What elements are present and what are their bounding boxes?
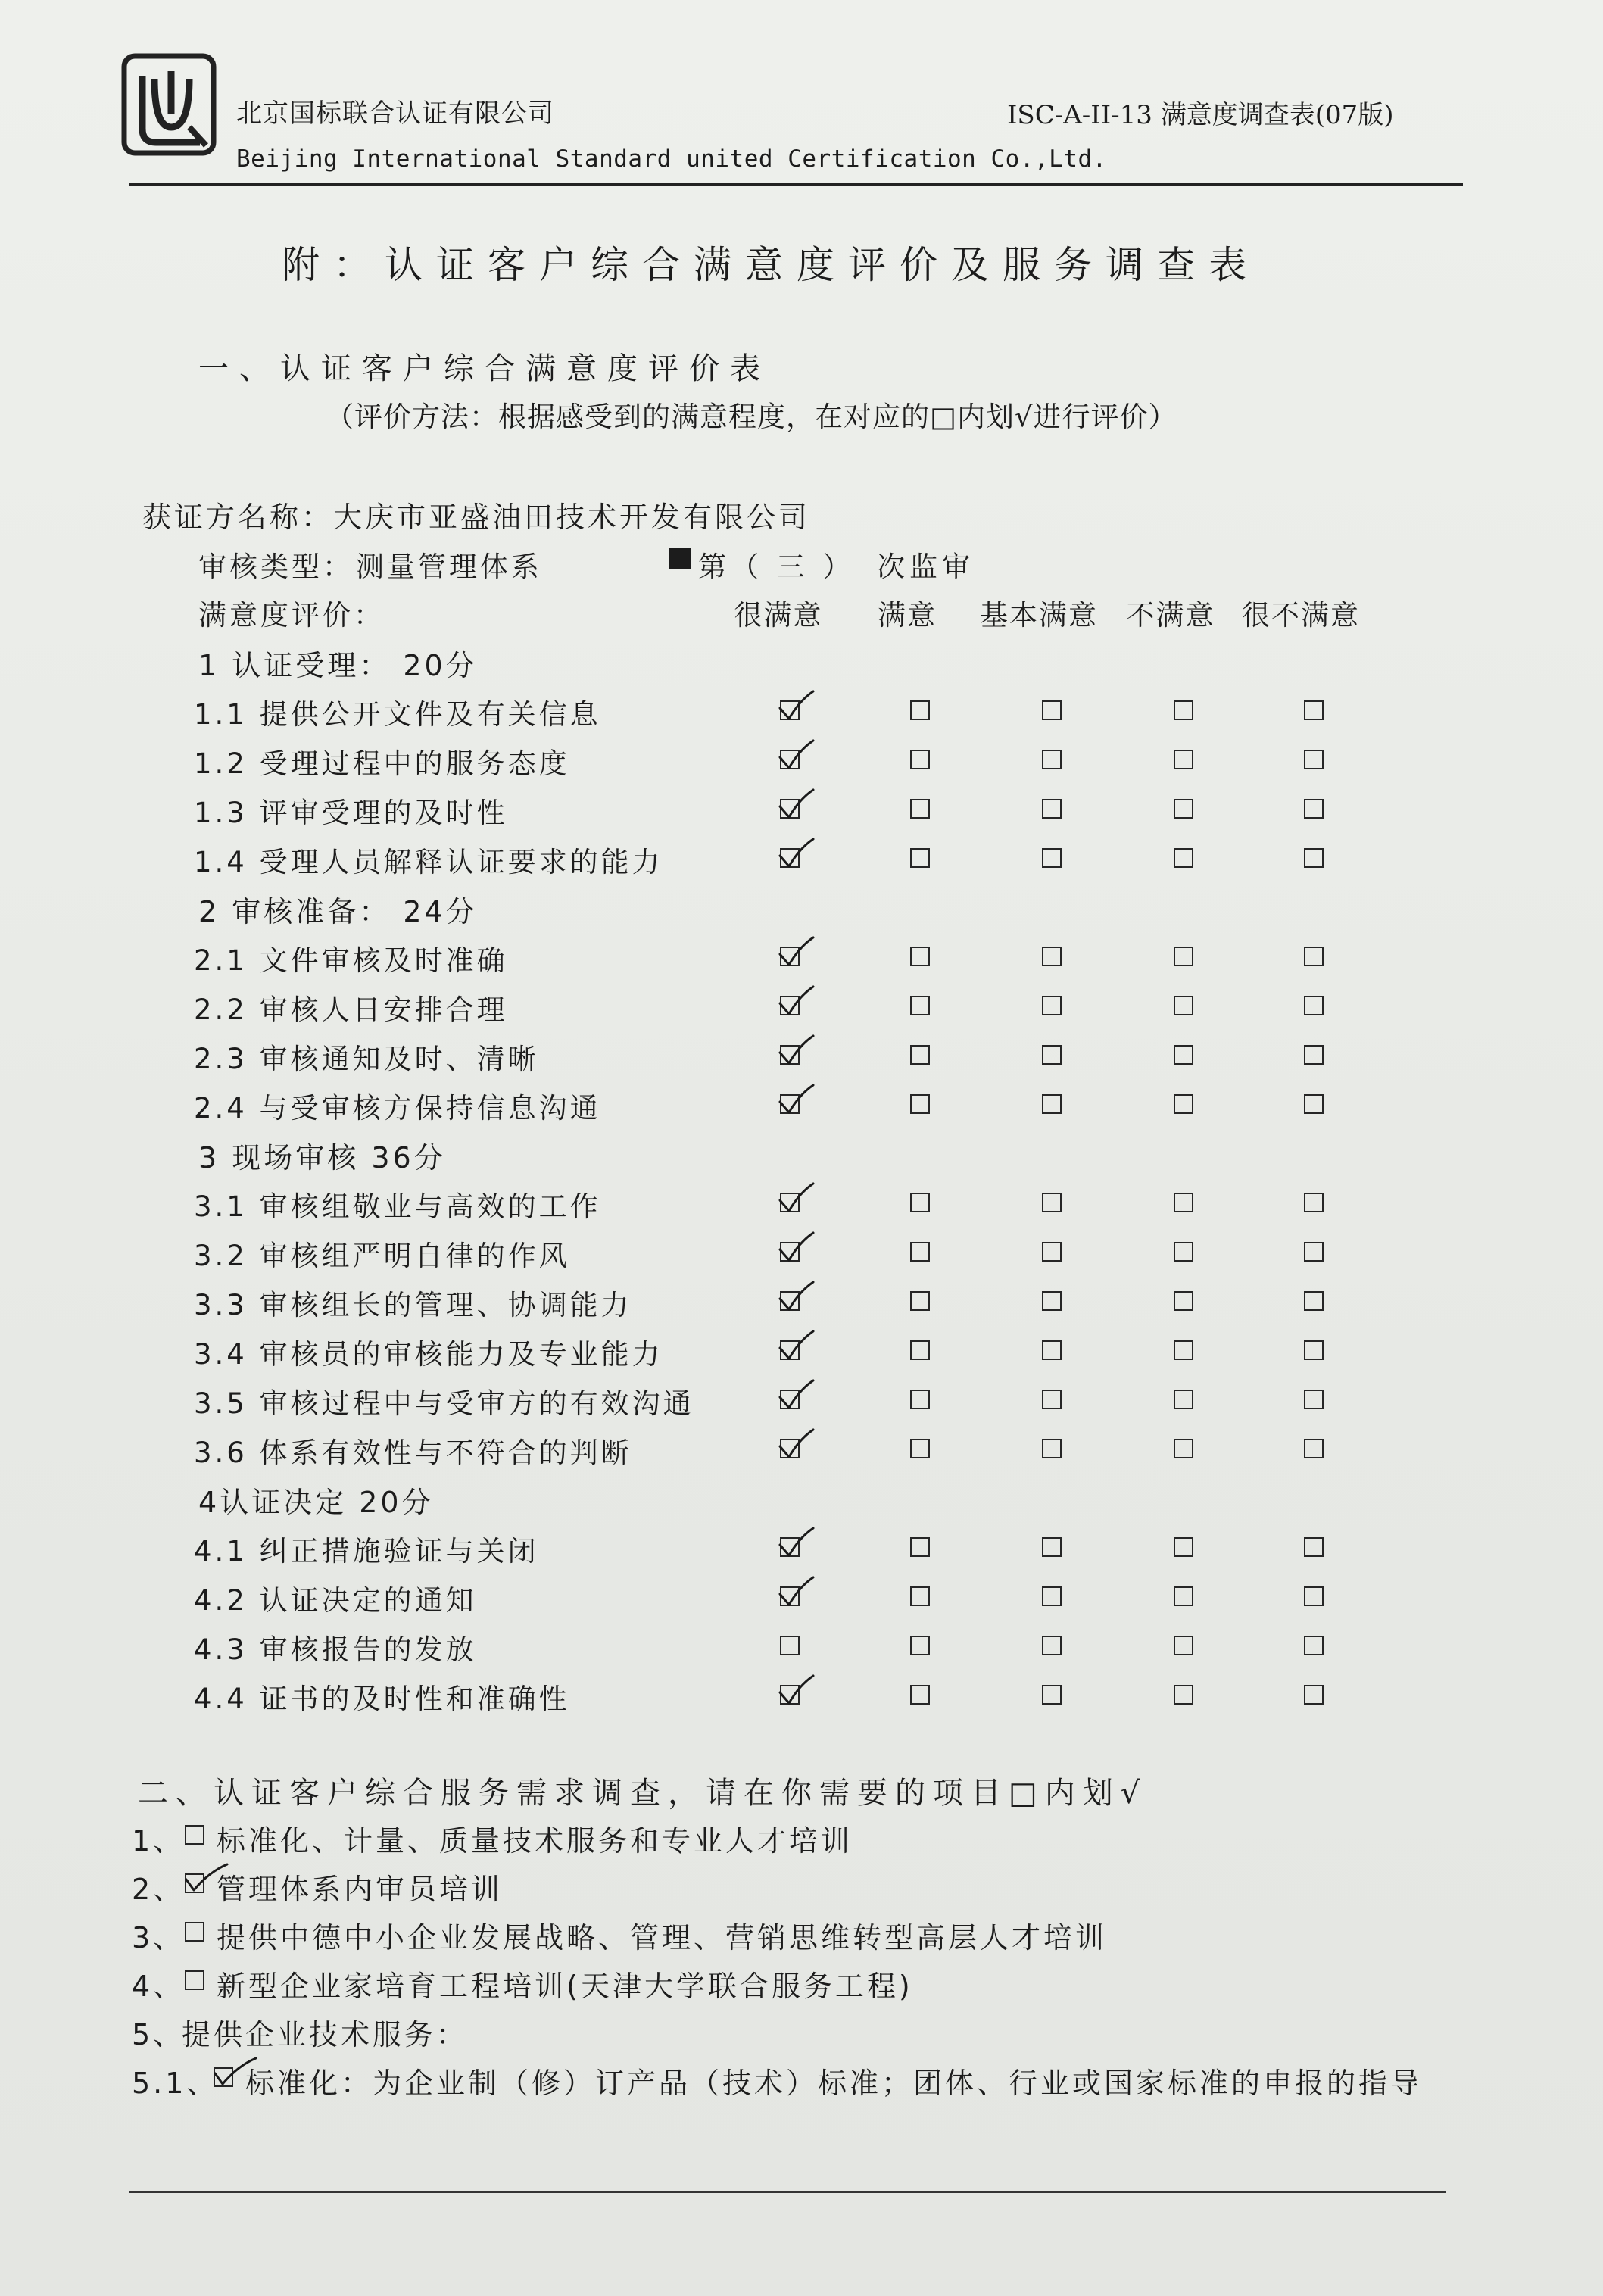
service-item-label: 标准化、计量、质量技术服务和专业人才培训 [217, 1824, 853, 1858]
rating-item-label: 2.2 审核人日安排合理 [194, 994, 508, 1026]
rating-checkbox[interactable] [910, 1439, 930, 1458]
checkmark-icon [775, 739, 818, 774]
checkmark-icon [775, 1674, 818, 1709]
rating-checkbox[interactable] [1042, 996, 1062, 1015]
form-code: ISC-A-II-13 满意度调查表(07版) [1007, 100, 1394, 130]
rating-checkbox[interactable] [1304, 1291, 1324, 1311]
rating-checkbox[interactable] [1042, 1390, 1062, 1409]
service-item-label: 新型企业家培育工程培训(天津大学联合服务工程) [217, 1970, 913, 2003]
service-item-label: 管理体系内审员培训 [217, 1873, 504, 1906]
checkmark-icon [775, 1084, 818, 1118]
rating-item-label: 2.1 文件审核及时准确 [194, 944, 508, 977]
rating-checkbox[interactable] [1042, 1586, 1062, 1606]
service-item-number: 5.1、 [132, 2067, 219, 2100]
company-name-cn: 北京国标联合认证有限公司 [236, 98, 554, 129]
rating-checkbox[interactable] [1174, 1439, 1193, 1458]
rating-checkbox[interactable] [910, 1291, 930, 1311]
rating-checkbox[interactable] [1174, 1094, 1193, 1114]
checkmark-icon [775, 1231, 818, 1266]
audit-suffix: 次监审 [877, 551, 975, 583]
service-item-label: 提供企业技术服务： [182, 2018, 469, 2051]
checkmark-icon [775, 1330, 818, 1365]
audit-system: 测量管理体系 [356, 551, 542, 583]
service-checkbox[interactable] [185, 1825, 204, 1845]
filled-checkbox [669, 548, 691, 569]
rating-item-label: 3.3 审核组长的管理、协调能力 [194, 1289, 632, 1321]
rating-checkbox[interactable] [1174, 1340, 1193, 1360]
rating-checkbox[interactable] [910, 750, 930, 769]
rating-checkbox[interactable] [1174, 1685, 1193, 1705]
rating-checkbox[interactable] [1174, 1390, 1193, 1409]
rating-item-label: 1.4 受理人员解释认证要求的能力 [194, 846, 663, 878]
rating-checkbox[interactable] [1042, 799, 1062, 819]
rating-item-label: 3.5 审核过程中与受审方的有效沟通 [194, 1387, 694, 1420]
rating-item-label: 3.6 体系有效性与不符合的判断 [194, 1437, 632, 1469]
rating-checkbox[interactable] [1174, 947, 1193, 966]
rating-item-label: 4.2 认证决定的通知 [194, 1584, 477, 1617]
rating-item-label: 3.4 审核员的审核能力及专业能力 [194, 1338, 663, 1371]
rating-item-label: 1.3 评审受理的及时性 [194, 797, 508, 829]
rating-checkbox[interactable] [1304, 750, 1324, 769]
checkmark-icon [775, 1034, 818, 1069]
rating-checkbox[interactable] [780, 1636, 800, 1655]
rating-item-label: 1.1 提供公开文件及有关信息 [194, 698, 601, 731]
rating-checkbox[interactable] [1042, 1242, 1062, 1262]
rating-item-label: 2.4 与受审核方保持信息沟通 [194, 1092, 601, 1125]
satisfaction-label: 满意度评价： [198, 599, 385, 632]
column-very-satisfied: 很满意 [734, 599, 823, 632]
checkmark-icon [775, 788, 818, 823]
column-dissatisfied: 不满意 [1126, 599, 1215, 632]
category-heading: 3 现场审核 36分 [198, 1141, 446, 1175]
rating-checkbox[interactable] [910, 1537, 930, 1557]
rating-checkbox[interactable] [1042, 1045, 1062, 1065]
rating-checkbox[interactable] [1304, 1193, 1324, 1212]
section2-heading: 二、认证客户综合服务需求调查，请在你需要的项目□内划√ [138, 1776, 1148, 1811]
service-item-number: 4、 [132, 1970, 186, 2003]
rating-checkbox[interactable] [1042, 1193, 1062, 1212]
rating-checkbox[interactable] [1174, 1586, 1193, 1606]
rating-item-label: 2.3 审核通知及时、清晰 [194, 1043, 539, 1075]
rating-checkbox[interactable] [1304, 1586, 1324, 1606]
page-title: 附：认证客户综合满意度评价及服务调查表 [282, 243, 1260, 287]
checkmark-icon [775, 1576, 818, 1611]
rating-checkbox[interactable] [1304, 1340, 1324, 1360]
rating-checkbox[interactable] [1042, 1439, 1062, 1458]
rating-checkbox[interactable] [910, 1193, 930, 1212]
service-item-label: 标准化：为企业制（修）订产品（技术）标准；团体、行业或国家标准的申报的指导 [245, 2067, 1423, 2100]
rating-checkbox[interactable] [1174, 1045, 1193, 1065]
rating-checkbox[interactable] [910, 848, 930, 868]
rating-item-label: 3.1 审核组敬业与高效的工作 [194, 1190, 601, 1223]
rating-checkbox[interactable] [1042, 700, 1062, 720]
checkmark-icon [775, 1379, 818, 1414]
rating-checkbox[interactable] [1304, 1242, 1324, 1262]
rating-checkbox[interactable] [1042, 848, 1062, 868]
rating-checkbox[interactable] [910, 1586, 930, 1606]
rating-item-label: 4.3 审核报告的发放 [194, 1633, 477, 1666]
rating-checkbox[interactable] [910, 700, 930, 720]
rating-checkbox[interactable] [1042, 1340, 1062, 1360]
category-heading: 1 认证受理： 20分 [198, 649, 478, 682]
rating-checkbox[interactable] [1042, 1537, 1062, 1557]
rating-item-label: 1.2 受理过程中的服务态度 [194, 747, 570, 780]
category-heading: 2 审核准备： 24分 [198, 895, 478, 928]
rating-checkbox[interactable] [1304, 947, 1324, 966]
rating-checkbox[interactable] [1304, 799, 1324, 819]
rating-checkbox[interactable] [1304, 1636, 1324, 1655]
rating-checkbox[interactable] [910, 947, 930, 966]
rating-checkbox[interactable] [910, 996, 930, 1015]
client-name: 大庆市亚盛油田技术开发有限公司 [333, 501, 811, 534]
rating-checkbox[interactable] [1304, 700, 1324, 720]
rating-checkbox[interactable] [1042, 1636, 1062, 1655]
service-item-label: 提供中德中小企业发展战略、管理、营销思维转型高层人才培训 [217, 1921, 1108, 1954]
company-logo [121, 53, 220, 159]
rating-checkbox[interactable] [1304, 1439, 1324, 1458]
rating-checkbox[interactable] [1042, 947, 1062, 966]
checkmark-icon [775, 1182, 818, 1217]
rating-checkbox[interactable] [910, 1242, 930, 1262]
rating-checkbox[interactable] [1304, 1390, 1324, 1409]
rating-checkbox[interactable] [1042, 750, 1062, 769]
rating-item-label: 3.2 审核组严明自律的作风 [194, 1240, 570, 1272]
service-item-number: 1、 [132, 1824, 186, 1858]
rating-checkbox[interactable] [1042, 1094, 1062, 1114]
rating-checkbox[interactable] [1174, 799, 1193, 819]
checkmark-icon [775, 936, 818, 971]
rating-checkbox[interactable] [1304, 1045, 1324, 1065]
rating-checkbox[interactable] [910, 1340, 930, 1360]
rating-checkbox[interactable] [1174, 750, 1193, 769]
rating-checkbox[interactable] [1304, 848, 1324, 868]
rating-checkbox[interactable] [910, 1636, 930, 1655]
header-divider [129, 183, 1463, 186]
service-item-number: 2、 [132, 1873, 186, 1906]
column-basically-satisfied: 基本满意 [980, 599, 1098, 632]
checkmark-icon [775, 1281, 818, 1315]
rating-checkbox[interactable] [1174, 1636, 1193, 1655]
footer-divider [129, 2191, 1446, 2193]
rating-checkbox[interactable] [1174, 848, 1193, 868]
rating-item-label: 4.1 纠正措施验证与关闭 [194, 1535, 539, 1568]
service-item-number: 3、 [132, 1921, 186, 1954]
rating-checkbox[interactable] [1304, 1537, 1324, 1557]
client-label: 获证方名称： [142, 501, 334, 534]
service-item-number: 5、 [132, 2018, 186, 2051]
service-checkbox[interactable] [185, 1922, 204, 1942]
rating-checkbox[interactable] [1042, 1291, 1062, 1311]
checkmark-icon [775, 985, 818, 1020]
evaluation-method-note: （评价方法：根据感受到的满意程度，在对应的□内划√进行评价） [326, 401, 1177, 433]
rating-checkbox[interactable] [1174, 1193, 1193, 1212]
rating-checkbox[interactable] [1304, 996, 1324, 1015]
service-checkbox[interactable] [185, 1970, 204, 1990]
category-heading: 4认证决定 20分 [198, 1486, 434, 1519]
rating-checkbox[interactable] [1174, 996, 1193, 1015]
rating-checkbox[interactable] [1304, 1094, 1324, 1114]
column-very-dissatisfied: 很不满意 [1242, 599, 1360, 632]
section1-heading: 一、认证客户综合满意度评价表 [198, 351, 771, 386]
rating-checkbox[interactable] [910, 1390, 930, 1409]
audit-ordinal: 第（ 三 ） [698, 551, 856, 583]
rating-checkbox[interactable] [1174, 700, 1193, 720]
rating-checkbox[interactable] [910, 1045, 930, 1065]
checkmark-icon [775, 1527, 818, 1561]
rating-checkbox[interactable] [1174, 1291, 1193, 1311]
rating-item-label: 4.4 证书的及时性和准确性 [194, 1683, 570, 1715]
rating-checkbox[interactable] [910, 1685, 930, 1705]
rating-checkbox[interactable] [910, 799, 930, 819]
rating-checkbox[interactable] [1174, 1537, 1193, 1557]
audit-type-label: 审核类型： [198, 551, 354, 583]
company-name-en: Beijing International Standard united Certification Co.,Ltd. [236, 145, 1107, 173]
column-satisfied: 满意 [878, 599, 937, 632]
rating-checkbox[interactable] [1042, 1685, 1062, 1705]
rating-checkbox[interactable] [1174, 1242, 1193, 1262]
rating-checkbox[interactable] [1304, 1685, 1324, 1705]
checkmark-icon [775, 1428, 818, 1463]
rating-checkbox[interactable] [910, 1094, 930, 1114]
checkmark-icon [775, 838, 818, 872]
checkmark-icon [775, 690, 818, 725]
